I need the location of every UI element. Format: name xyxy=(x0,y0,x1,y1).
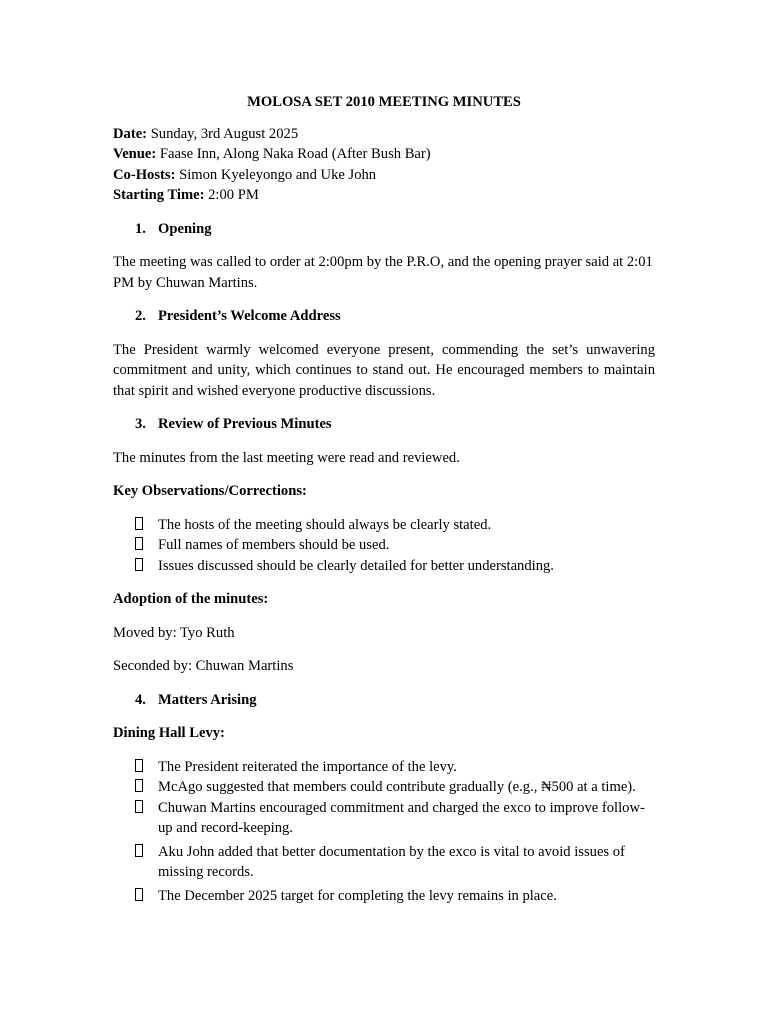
bullet-icon xyxy=(113,798,158,839)
meta-start-time xyxy=(113,185,655,206)
list-item xyxy=(113,515,655,536)
meta-date xyxy=(113,124,655,145)
list-item-text: Full names of members should be used. xyxy=(158,537,390,553)
bullet-icon xyxy=(113,535,158,556)
list-item-text: Aku John added that better documentation by the exco is vital to avoid issues of missing records. xyxy=(158,843,625,880)
list-item-text: The hosts of the meeting should always be clearly stated. xyxy=(158,516,492,533)
section-number: 4. xyxy=(135,691,146,708)
bullet-icon xyxy=(113,515,158,536)
list-item xyxy=(113,777,655,798)
section-heading-opening xyxy=(135,219,655,240)
cohosts-label: Co-Hosts: xyxy=(113,166,176,183)
review-paragraph: The minutes from the last meeting were read and reviewed. xyxy=(113,449,460,466)
date-value: Sunday, 3rd August 2025 xyxy=(147,125,299,142)
welcome-paragraph: The President warmly welcomed everyone present, commending the set’s unwavering commitment and unity, which continues to stand out. He encouraged members to maintain that spirit and wished everyone productive discussions. xyxy=(113,341,655,399)
bullet-icon xyxy=(113,886,158,907)
observations-heading: Key Observations/Corrections: xyxy=(113,483,307,499)
section-title: Opening xyxy=(158,220,212,237)
list-item-text: McAgo suggested that members could contribute gradually (e.g., ₦500 at a time). xyxy=(158,779,636,795)
section-heading-review xyxy=(135,414,655,435)
observations-list xyxy=(113,515,655,577)
bullet-icon xyxy=(113,556,158,577)
levy-heading: Dining Hall Levy: xyxy=(113,725,225,741)
section-number: 3. xyxy=(135,416,146,432)
venue-value: Faase Inn, Along Naka Road (After Bush Bar) xyxy=(156,146,431,162)
venue-label: Venue: xyxy=(113,146,157,162)
meta-cohosts xyxy=(113,165,655,186)
seconded-by: Seconded by: Chuwan Martins xyxy=(113,658,294,674)
list-item xyxy=(113,886,655,907)
document-page xyxy=(113,92,655,919)
list-item-text: The December 2025 target for completing the levy remains in place. xyxy=(158,887,557,904)
meta-venue xyxy=(113,144,655,165)
section-heading-welcome xyxy=(135,306,655,327)
list-item xyxy=(113,842,655,883)
section-heading-matters-arising xyxy=(135,690,655,711)
date-label: Date: xyxy=(113,125,148,142)
moved-by: Moved by: Tyo Ruth xyxy=(113,624,235,641)
levy-list xyxy=(113,757,655,907)
bullet-icon xyxy=(113,777,158,798)
section-title: Matters Arising xyxy=(158,691,257,708)
list-item xyxy=(113,535,655,556)
list-item-text: The President reiterated the importance of the levy. xyxy=(158,758,457,775)
cohosts-value: Simon Kyeleyongo and Uke John xyxy=(175,166,377,183)
start-time-value: 2:00 PM xyxy=(204,187,259,203)
section-number: 2. xyxy=(135,308,146,324)
section-title: Review of Previous Minutes xyxy=(158,416,332,432)
bullet-icon xyxy=(113,757,158,778)
list-item-text: Issues discussed should be clearly detailed for better understanding. xyxy=(158,557,554,574)
bullet-icon xyxy=(113,842,158,883)
list-item-text: Chuwan Martins encouraged commitment and charged the exco to improve follow-up and record-keeping. xyxy=(158,799,645,836)
document-title: MOLOSA SET 2010 MEETING MINUTES xyxy=(247,94,521,110)
start-time-label: Starting Time: xyxy=(113,187,205,203)
opening-paragraph: The meeting was called to order at 2:00pm by the P.R.O, and the opening prayer said at 2:01 PM by Chuwan Martins. xyxy=(113,254,653,291)
list-item xyxy=(113,757,655,778)
section-number: 1. xyxy=(135,220,146,237)
section-title: President’s Welcome Address xyxy=(158,308,341,324)
list-item xyxy=(113,556,655,577)
adoption-heading: Adoption of the minutes: xyxy=(113,591,269,607)
list-item xyxy=(113,798,655,839)
